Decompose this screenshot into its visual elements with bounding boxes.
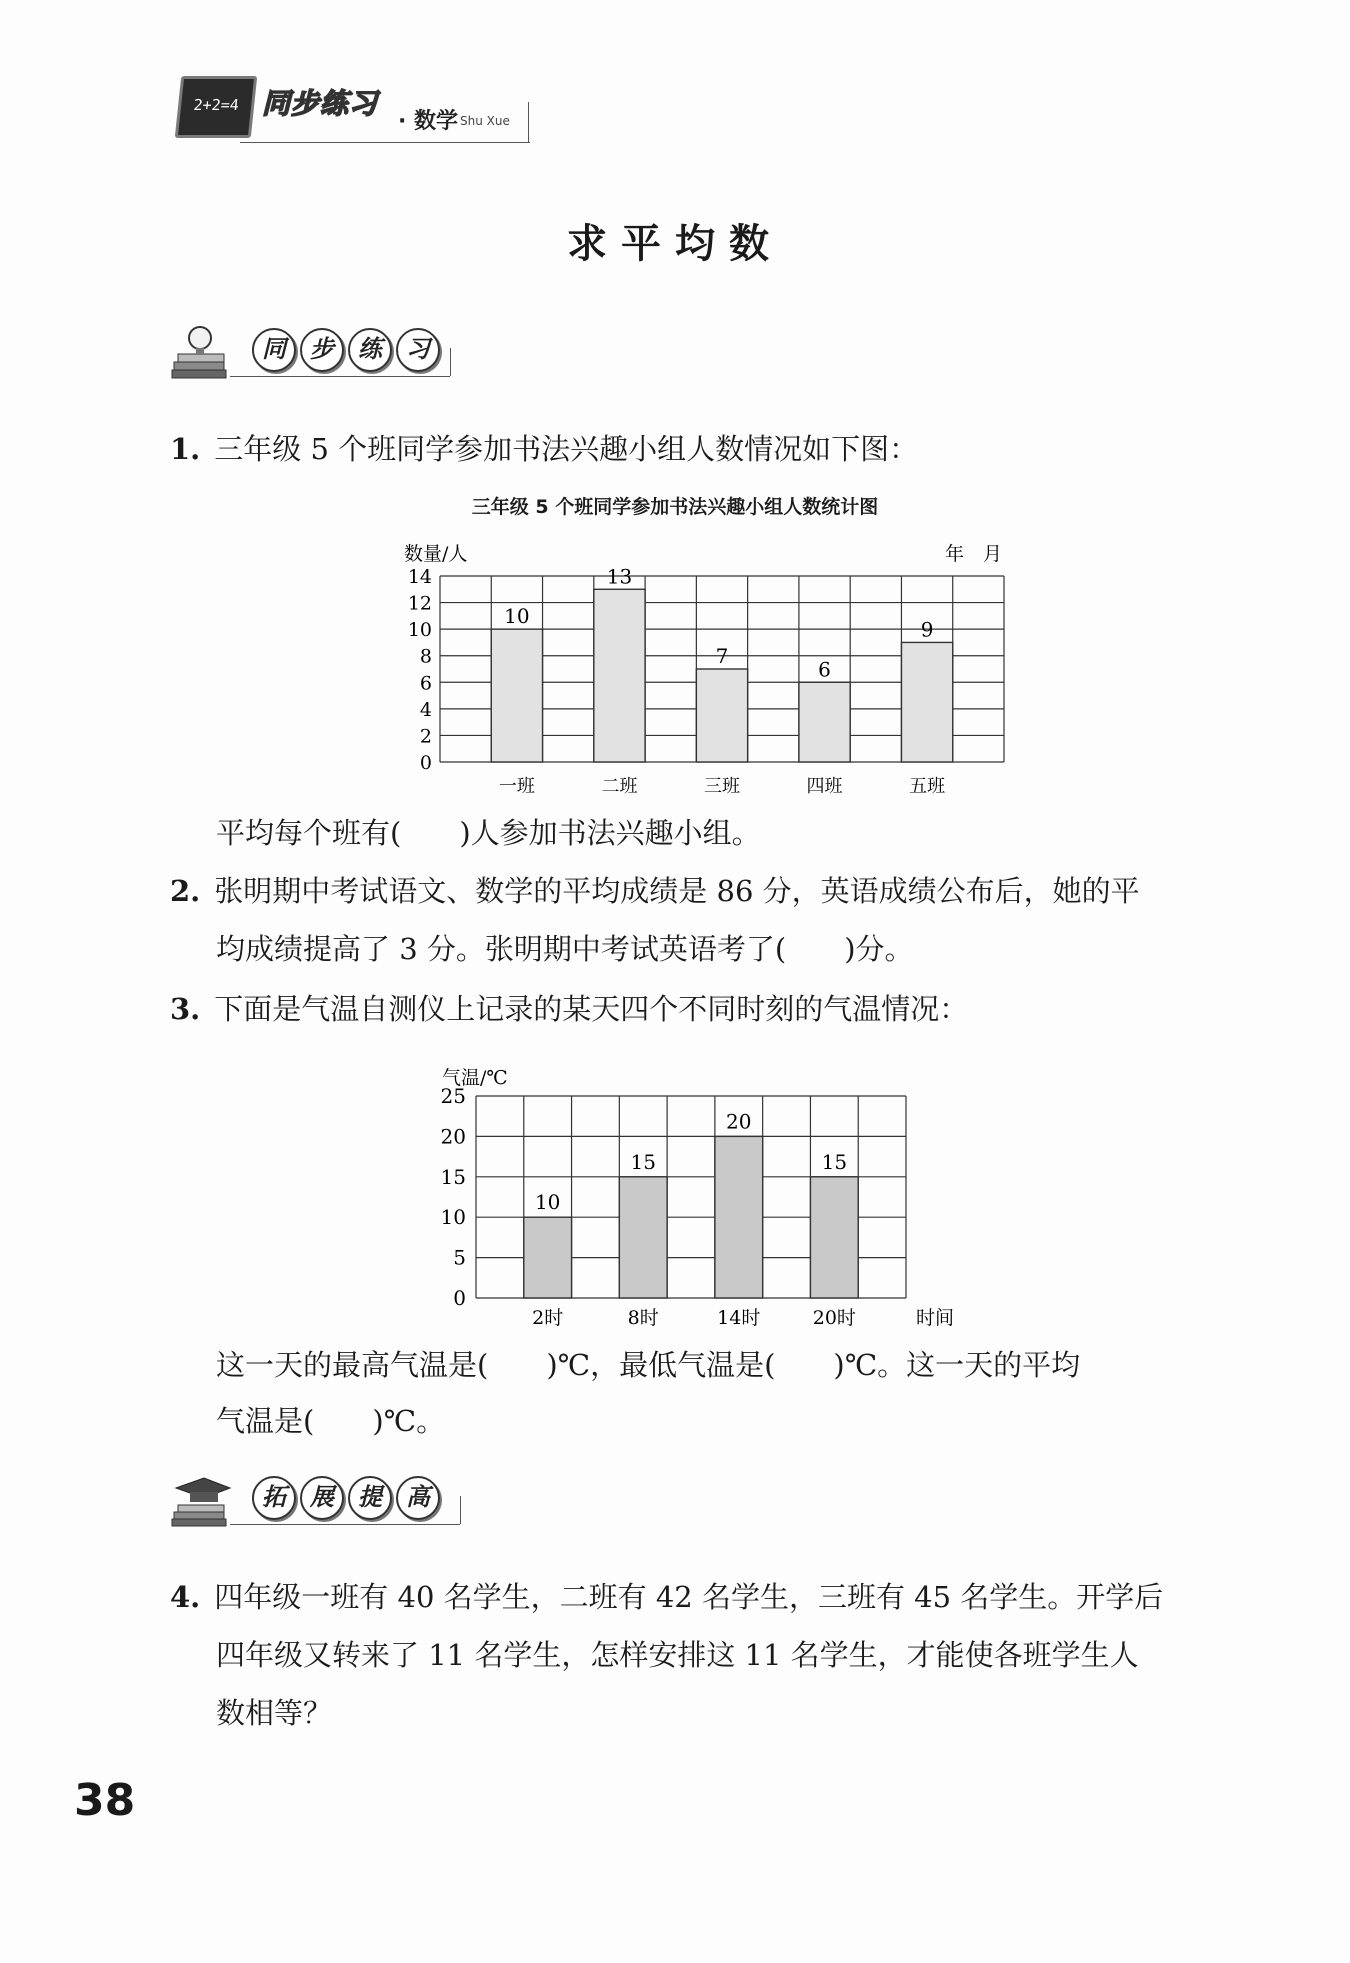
question-4-line2: 四年级又转来了 11 名学生，怎样安排这 11 名学生，才能使各班学生人 (216, 1638, 1139, 1672)
bar-value-label: 9 (920, 617, 934, 642)
banner-chars (252, 1476, 440, 1520)
banner-char: 步 (300, 328, 344, 372)
x-tick-label: 14时 (717, 1307, 761, 1329)
question-4-line3: 数相等？ (216, 1696, 333, 1730)
bar-value-label: 15 (821, 1149, 848, 1174)
bar-5 (901, 642, 952, 762)
y-tick-label: 14 (407, 566, 432, 588)
board-text: 2+2=4 (192, 96, 240, 114)
x-tick-label: 三班 (704, 776, 740, 797)
bar-value-label: 10 (534, 1190, 561, 1215)
chart-temperature-bars (420, 1060, 960, 1340)
question-number: 1. (170, 432, 201, 466)
subject-label (398, 104, 458, 135)
bar-value-label: 15 (630, 1149, 656, 1174)
y-tick-label: 12 (407, 592, 432, 615)
y-tick-label: 0 (419, 752, 432, 774)
x-tick-label: 20时 (812, 1307, 856, 1329)
banner-underline (230, 376, 450, 377)
section-banner-practice (170, 318, 450, 388)
question-text: 下面是气温自测仪上记录的某天四个不同时刻的气温情况： (214, 992, 969, 1026)
bar-4 (799, 682, 850, 762)
chart-1-title: 三年级 5 个班同学参加书法兴趣小组人数统计图 (471, 496, 879, 518)
banner-divider (450, 348, 451, 376)
bar-value-label: 10 (504, 604, 530, 629)
x-tick-label: 二班 (601, 776, 638, 797)
bar-2 (594, 589, 645, 762)
banner-underline (230, 1524, 460, 1525)
question-1-answer: 平均每个班有( )人参加书法兴趣小组。 (216, 816, 761, 850)
bar-2 (619, 1177, 667, 1298)
x-tick-label: 一班 (498, 776, 535, 797)
bar-1 (524, 1217, 572, 1298)
y-tick-label: 10 (407, 619, 432, 642)
banner-divider (460, 1496, 461, 1524)
question-text: 四年级一班有 40 名学生，二班有 42 名学生，三班有 45 名学生。开学后 (214, 1580, 1164, 1614)
bar-value-label: 13 (606, 564, 633, 589)
banner-char: 习 (396, 328, 440, 372)
bar-value-label: 7 (715, 644, 729, 668)
question-3-line2: 气温是( )℃。 (216, 1404, 446, 1438)
books-lightbulb-icon (170, 324, 232, 380)
date-label: 年 月 (944, 543, 1002, 565)
y-tick-label: 20 (440, 1124, 466, 1149)
question-3 (170, 980, 1210, 1038)
header-dot: · (398, 109, 407, 134)
y-tick-label: 25 (440, 1084, 466, 1108)
question-number: 2. (170, 874, 201, 908)
question-2-line2: 均成绩提高了 3 分。张明期中考试英语考了( )分。 (216, 932, 914, 966)
subject-text: 数学 (414, 109, 459, 134)
bar-4 (810, 1177, 858, 1298)
y-axis-label: 数量/人 (404, 543, 468, 565)
banner-char: 练 (348, 328, 392, 372)
banner-char: 提 (348, 1476, 392, 1520)
bar-value-label: 20 (726, 1109, 752, 1134)
x-tick-label: 四班 (806, 776, 843, 797)
y-tick-label: 2 (419, 725, 432, 748)
x-axis-label: 时间 (916, 1307, 955, 1329)
question-number: 3. (170, 992, 201, 1026)
section-banner-extend (170, 1466, 460, 1536)
y-tick-label: 10 (440, 1205, 466, 1230)
question-2 (170, 862, 1210, 920)
y-tick-label: 4 (419, 698, 432, 721)
x-tick-label: 五班 (909, 776, 946, 797)
question-text: 三年级 5 个班同学参加书法兴趣小组人数情况如下图： (214, 432, 919, 466)
page-number: 38 (74, 1775, 136, 1826)
x-tick-label: 2时 (532, 1307, 564, 1329)
bar-3 (696, 669, 747, 762)
header (170, 62, 530, 152)
y-tick-label: 0 (453, 1286, 466, 1310)
banner-chars (252, 328, 440, 372)
bar-value-label: 6 (818, 657, 831, 682)
header-underline (240, 142, 530, 143)
header-divider (528, 102, 529, 142)
y-tick-label: 6 (419, 672, 432, 695)
x-tick-label: 8时 (627, 1307, 659, 1329)
blackboard-icon (175, 76, 258, 138)
subject-pinyin: Shu Xue (460, 114, 510, 128)
banner-char: 展 (300, 1476, 344, 1520)
bar-1 (491, 629, 542, 762)
y-axis-label: 气温/℃ (442, 1067, 508, 1089)
question-1 (170, 420, 1210, 478)
y-tick-label: 5 (453, 1245, 466, 1270)
chart-class-bars (390, 530, 1030, 800)
question-number: 4. (170, 1580, 201, 1614)
banner-char: 同 (252, 328, 296, 372)
bar-3 (715, 1136, 763, 1298)
page-title: 求平均数 (567, 221, 783, 267)
series-title: 同步练习 (262, 87, 379, 120)
question-3-line1: 这一天的最高气温是( )℃，最低气温是( )℃。这一天的平均 (216, 1348, 1081, 1382)
banner-char: 拓 (252, 1476, 296, 1520)
graduation-cap-icon (170, 1472, 232, 1528)
y-tick-label: 8 (419, 645, 432, 668)
question-text: 张明期中考试语文、数学的平均成绩是 86 分，英语成绩公布后，她的平 (214, 874, 1140, 908)
banner-char: 高 (396, 1476, 440, 1520)
question-4 (170, 1568, 1210, 1626)
y-tick-label: 15 (440, 1164, 466, 1189)
